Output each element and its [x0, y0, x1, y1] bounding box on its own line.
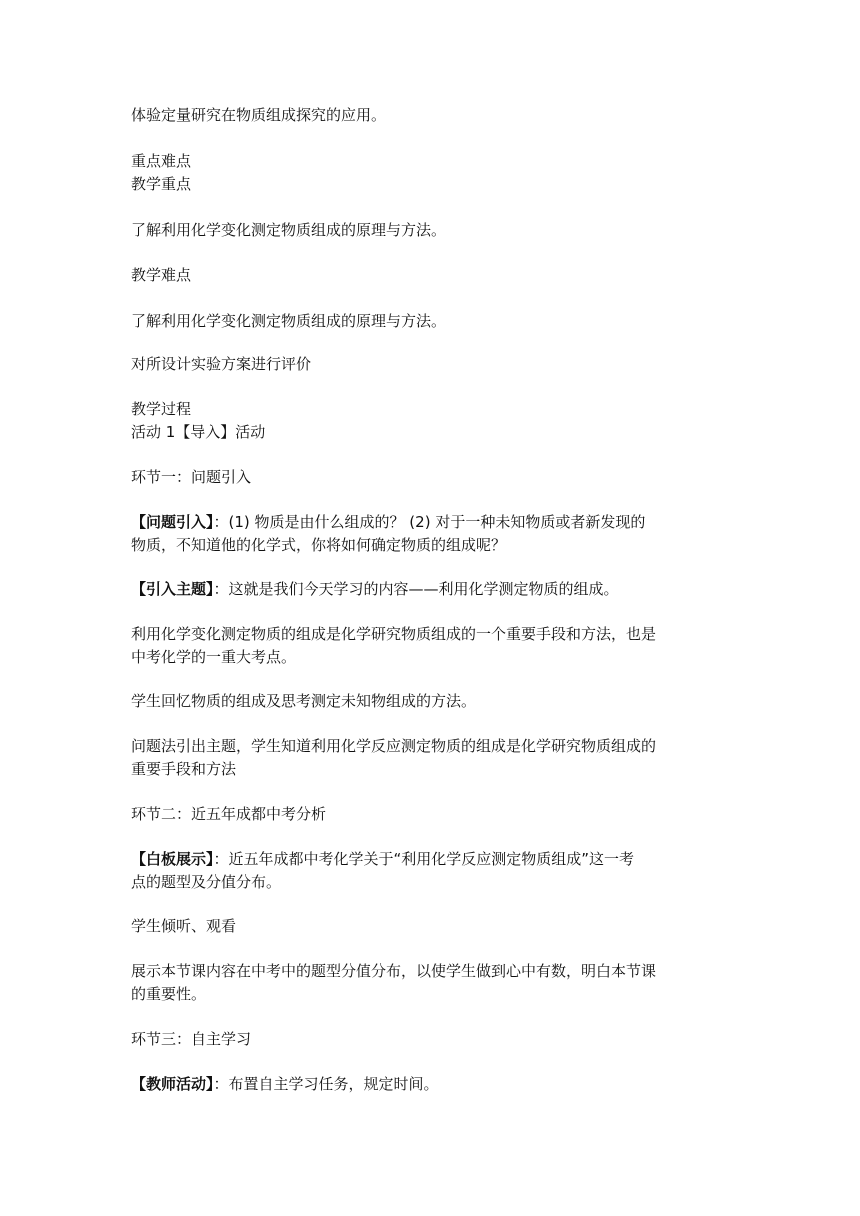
heading-activity-1: 活动 1【导入】活动	[131, 423, 266, 441]
paragraph-question-intro-cont: 物质，不知道他的化学式，你将如何确定物质的组成呢？	[131, 536, 507, 554]
paragraph-question-intro	[131, 511, 731, 534]
heading-teaching-process: 教学过程	[131, 400, 192, 418]
paragraph-whiteboard-cont: 点的题型及分值分布。	[131, 873, 282, 891]
text-teacher-activity: ：布置自主学习任务，规定时间。	[213, 1075, 439, 1093]
paragraph-importance: 利用化学变化测定物质的组成是化学研究物质组成的一个重要手段和方法，也是	[131, 625, 657, 643]
paragraph-distribution: 展示本节课内容在中考中的题型分值分布，以使学生做到心中有数，明白本节课	[131, 962, 657, 980]
paragraph-evaluation: 对所设计实验方案进行评价	[131, 355, 312, 373]
paragraph-teacher-activity	[131, 1073, 731, 1096]
text-topic-intro: ：这就是我们今天学习的内容——利用化学测定物质的组成。	[213, 580, 619, 598]
paragraph-method-cont: 重要手段和方法	[131, 760, 237, 778]
heading-key-difficult-points: 重点难点	[131, 152, 192, 170]
heading-teaching-difficulty: 教学难点	[131, 266, 192, 284]
heading-teaching-focus: 教学重点	[131, 175, 192, 193]
paragraph-student-listen: 学生倾听、观看	[131, 917, 237, 935]
paragraph-student-recall: 学生回忆物质的组成及思考测定未知物组成的方法。	[131, 692, 477, 710]
paragraph-difficulty: 了解利用化学变化测定物质组成的原理与方法。	[131, 312, 447, 330]
paragraph-importance-cont: 中考化学的一重大考点。	[131, 648, 297, 666]
label-question-intro: 【问题引入】	[131, 513, 214, 531]
paragraph-topic-intro	[131, 578, 731, 601]
section-step-1: 环节一：问题引入	[131, 468, 252, 486]
text-whiteboard: ：近五年成都中考化学关于“利用化学反应测定物质组成”这一考	[213, 850, 635, 868]
paragraph-method: 问题法引出主题，学生知道利用化学反应测定物质的组成是化学研究物质组成的	[131, 737, 657, 755]
section-step-3: 环节三：自主学习	[131, 1030, 252, 1048]
section-step-2: 环节二：近五年成都中考分析	[131, 805, 327, 823]
paragraph-whiteboard	[131, 848, 731, 871]
paragraph-focus: 了解利用化学变化测定物质组成的原理与方法。	[131, 221, 447, 239]
text-question-intro: ：(1) 物质是由什么组成的？ (2) 对于一种未知物质或者新发现的	[213, 513, 646, 531]
label-topic-intro: 【引入主题】	[131, 580, 214, 598]
paragraph-distribution-cont: 的重要性。	[131, 985, 207, 1003]
label-teacher-activity: 【教师活动】	[131, 1075, 214, 1093]
label-whiteboard: 【白板展示】	[131, 850, 214, 868]
paragraph-objective: 体验定量研究在物质组成探究的应用。	[131, 106, 387, 124]
